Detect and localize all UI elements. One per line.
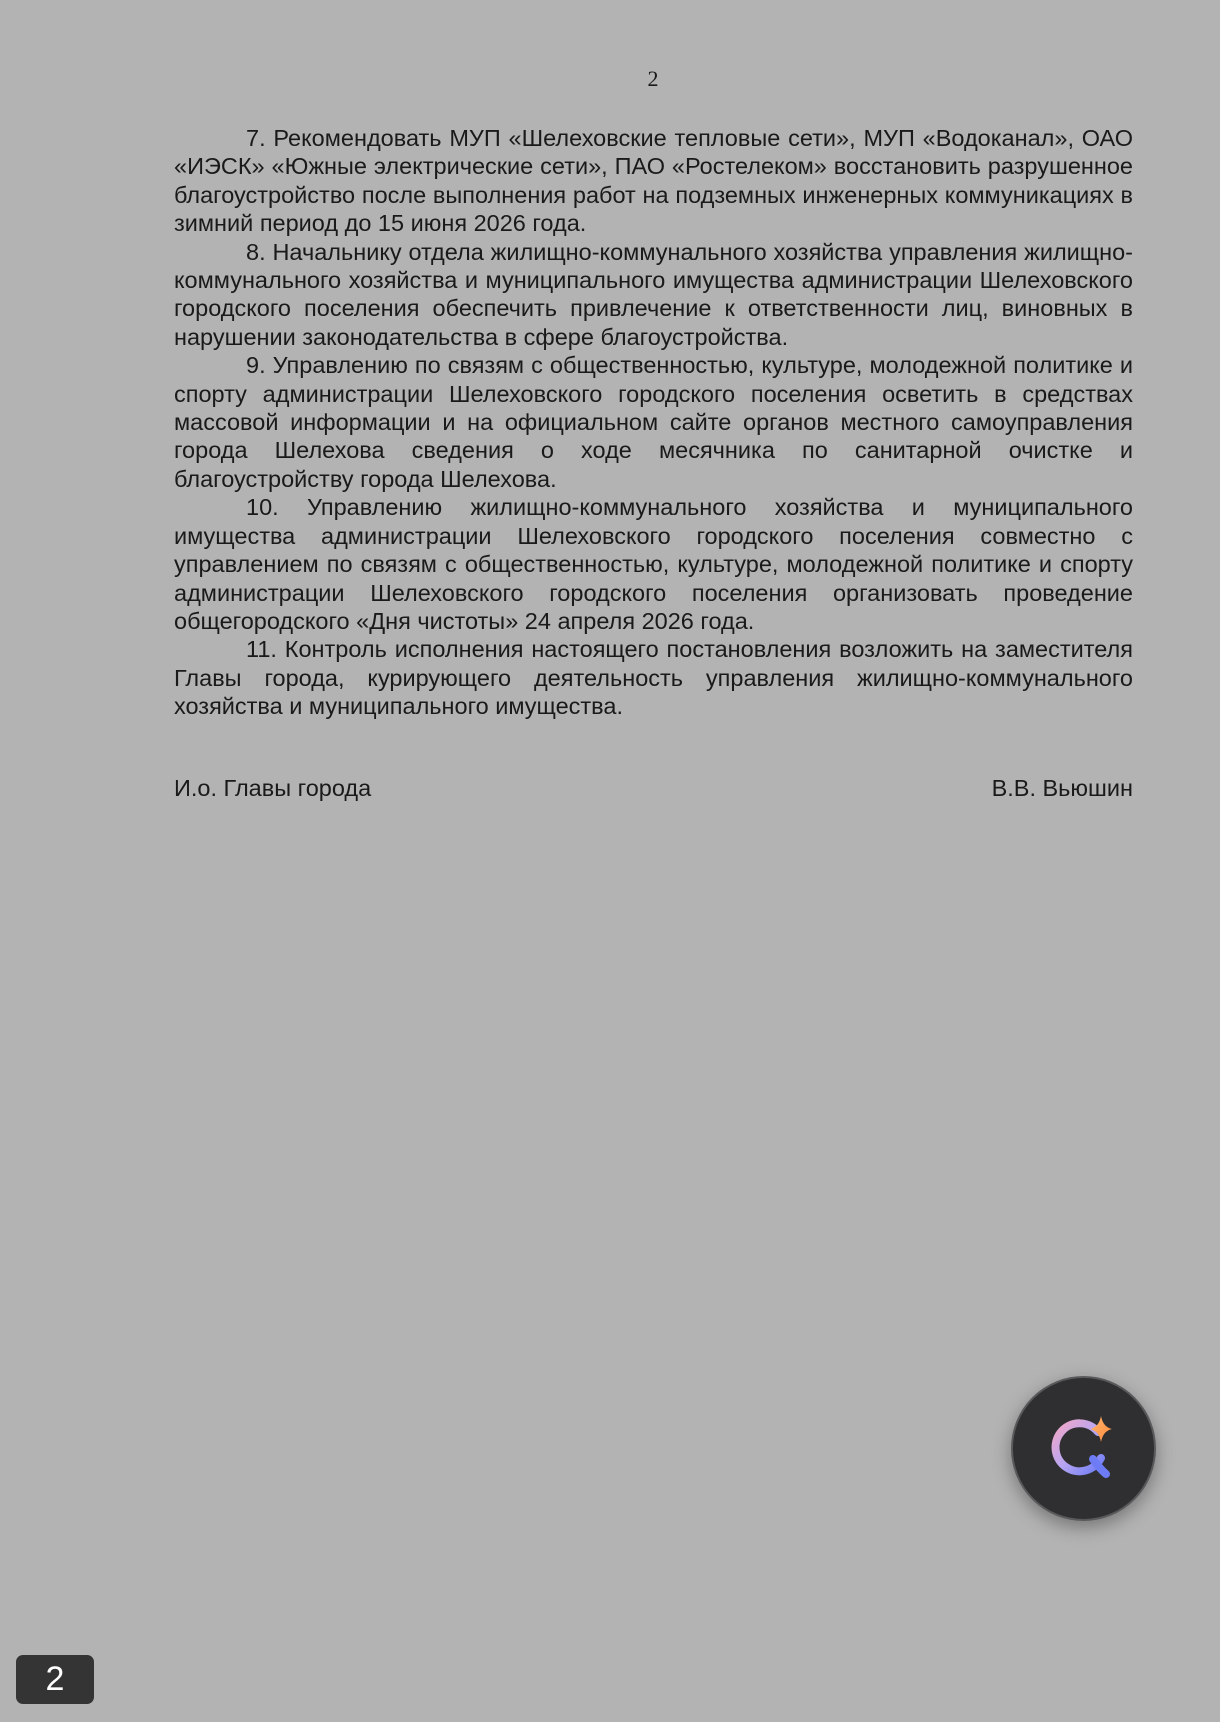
assistant-sparkle-icon	[1046, 1408, 1122, 1489]
signatory-position: И.о. Главы города	[174, 775, 372, 801]
paragraph-8: 8. Начальнику отдела жилищно-коммунального хозяйства управления жилищно-коммунального хозяйства и муниципального имущества администрации Шелеховского городского поселения обеспечить привлечение к ответственности лиц, виновных в нарушении законодательства в сфере благоустройства.	[174, 238, 1133, 350]
assistant-button[interactable]	[1011, 1376, 1156, 1521]
page-number: 2	[647, 66, 659, 91]
paragraph-10: 10. Управлению жилищно-коммунального хозяйства и муниципального имущества администрации Шелеховского городского поселения совместно с управлением по связям с общественностью, культуре, молодежной политике и спорту администрации Шелеховского городского поселения организовать проведение общегородского «Дня чистоты» 24 апреля 2026 года.	[174, 494, 1133, 634]
paragraph-7: 7. Рекомендовать МУП «Шелеховские тепловые сети», МУП «Водоканал», ОАО «ИЭСК» «Южные электрические сети», ПАО «Ростелеком» восстановить разрушенное благоустройство после выполнения работ на подземных инженерных коммуникациях в зимний период до 15 июня 2026 года.	[174, 125, 1133, 237]
paragraph-11: 11. Контроль исполнения настоящего постановления возложить на заместителя Главы города, курирующего деятельность управления жилищно-коммунального хозяйства и муниципального имущества.	[174, 636, 1133, 720]
paragraph-9: 9. Управлению по связям с общественностью, культуре, молодежной политике и спорту администрации Шелеховского городского поселения осветить в средствах массовой информации и на официальном сайте органов местного самоуправления города Шелехова сведения о ходе месячника по санитарной очистке и благоустройству города Шелехова.	[174, 352, 1133, 492]
document-body	[174, 124, 1133, 721]
signature-block	[174, 774, 1133, 802]
signatory-name: В.В. Вьюшин	[991, 775, 1133, 801]
page-indicator-badge[interactable]: 2	[16, 1655, 94, 1704]
